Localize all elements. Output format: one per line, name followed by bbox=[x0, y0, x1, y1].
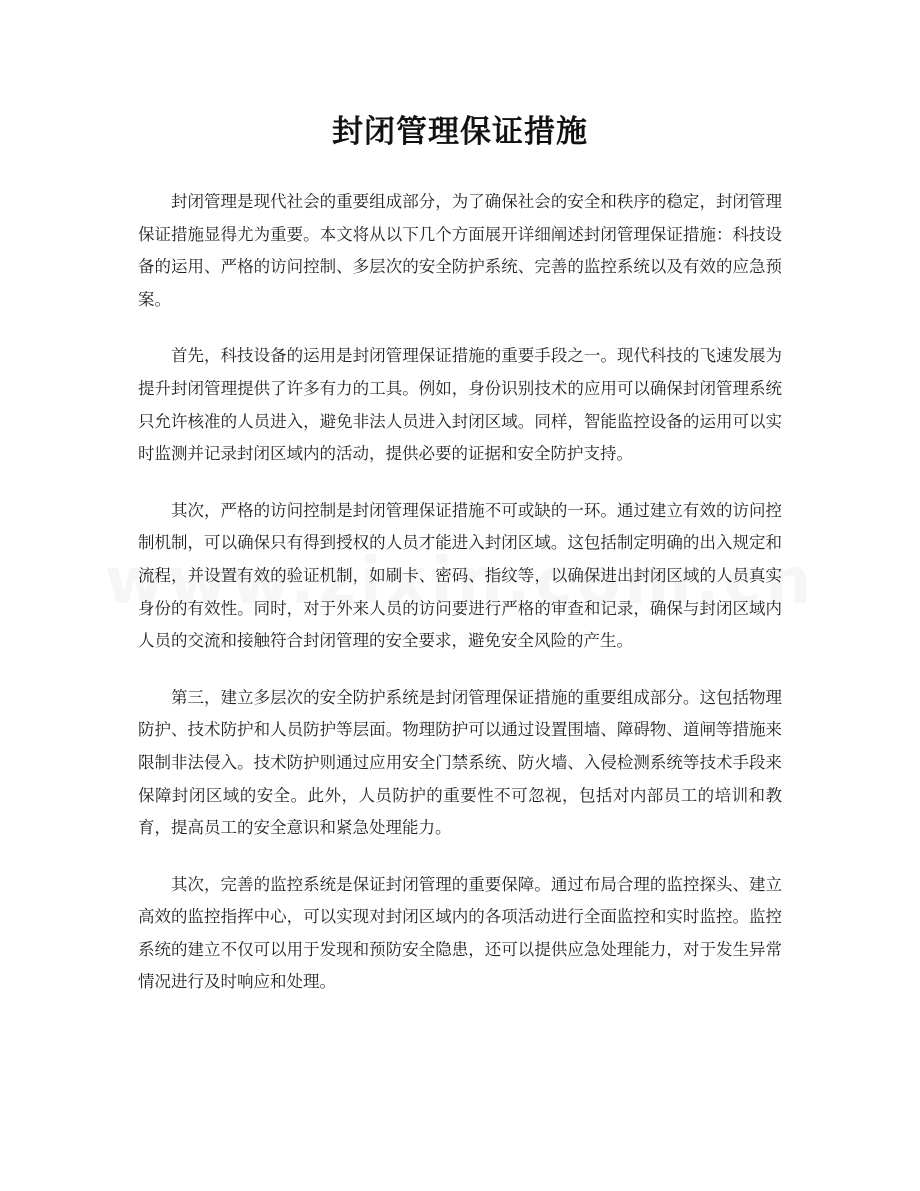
paragraph-access-control: 其次，严格的访问控制是封闭管理保证措施不可或缺的一环。通过建立有效的访问控制机制，可以确保只有得到授权的人员才能进入封闭区域。这包括制定明确的出入规定和流程，并设置有效的验证机制，如刷卡、密码、指纹等，以确保进出封闭区域的人员真实身份的有效性。同时，对于外来人员的访问要进行严格的审查和记录，确保与封闭区域内人员的交流和接触符合封闭管理的安全要求，避免安全风险的产生。 bbox=[138, 500, 782, 651]
paragraph-security-layers: 第三，建立多层次的安全防护系统是封闭管理保证措施的重要组成部分。这包括物理防护、技术防护和人员防护等层面。物理防护可以通过设置围墙、障碍物、道闸等措施来限制非法侵入。技术防护则通过应用安全门禁系统、防火墙、入侵检测系统等技术手段来保障封闭区域的安全。此外，人员防护的重要性不可忽视，包括对内部员工的培训和教育，提高员工的安全意识和紧急处理能力。 bbox=[138, 687, 782, 838]
paragraph-technology: 首先，科技设备的运用是封闭管理保证措施的重要手段之一。现代科技的飞速发展为提升封闭管理提供了许多有力的工具。例如，身份识别技术的应用可以确保封闭管理系统只允许核准的人员进入，避免非法人员进入封闭区域。同样，智能监控设备的运用可以实时监测并记录封闭区域内的活动，提供必要的证据和安全防护支持。 bbox=[138, 346, 782, 464]
document-title: 封闭管理保证措施 bbox=[332, 114, 588, 150]
paragraph-intro: 封闭管理是现代社会的重要组成部分，为了确保社会的安全和秩序的稳定，封闭管理保证措施显得尤为重要。本文将从以下几个方面展开详细阐述封闭管理保证措施：科技设备的运用、严格的访问控制、多层次的安全防护系统、完善的监控系统以及有效的应急预案。 bbox=[138, 192, 782, 309]
paragraph-monitoring: 其次，完善的监控系统是保证封闭管理的重要保障。通过布局合理的监控探头、建立高效的监控指挥中心，可以实现对封闭区域内的各项活动进行全面监控和实时监控。监控系统的建立不仅可以用于发现和预防安全隐患，还可以提供应急处理能力，对于发生异常情况进行及时响应和处理。 bbox=[138, 874, 782, 992]
